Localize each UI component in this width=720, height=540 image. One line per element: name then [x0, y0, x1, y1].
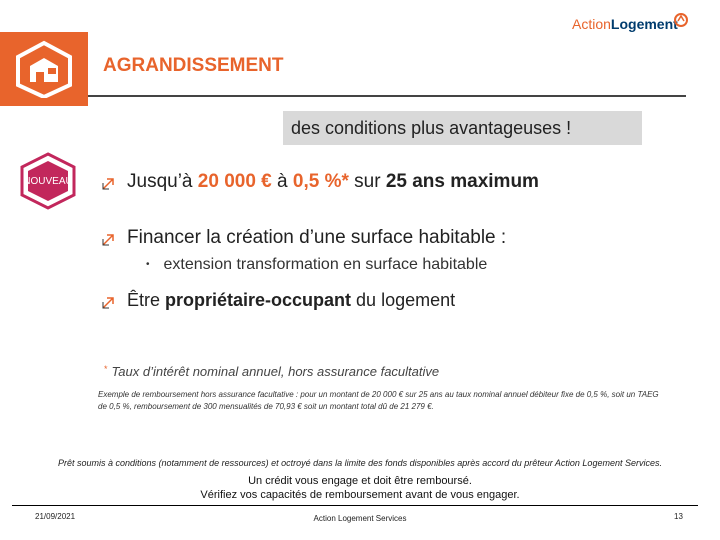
rate-footnote-text: Taux d’intérêt nominal annuel, hors assurance facultative: [111, 364, 440, 379]
page-number: 13: [674, 512, 683, 521]
legal-notice: Prêt soumis à conditions (notamment de ressources) et octroyé dans la limite des fonds disponibles après accord du prêteur Action Logement Services.: [58, 458, 662, 468]
bullet-prefix: Être: [127, 290, 166, 310]
header-logo: [0, 32, 88, 106]
sub-bullet-item: [146, 256, 487, 274]
bullet-financing-text: Financer la création d’une surface habitable :: [127, 227, 507, 248]
credit-warning-line1: Un crédit vous engage et doit être remboursé.: [248, 475, 472, 487]
brand-name-part1: Action: [572, 16, 611, 32]
loan-amount: 20 000 €: [197, 171, 272, 192]
bullet-mid2: sur: [348, 171, 386, 192]
bullet-mid: à: [271, 171, 293, 192]
sub-bullet-text: extension transformation en surface habitable: [163, 256, 488, 273]
brand-mark-icon: [673, 12, 689, 33]
subtitle-banner: des conditions plus avantageuses !: [283, 111, 642, 145]
bullet-suffix: du logement: [351, 290, 456, 310]
arrow-right-icon: [101, 175, 117, 191]
footer-organization: Action Logement Services: [313, 514, 407, 523]
header-divider: [88, 95, 686, 97]
footer-divider: [12, 505, 698, 506]
rate-footnote: [104, 364, 439, 379]
credit-warning: [0, 474, 720, 502]
house-extension-icon: [12, 40, 76, 98]
footnote-star: *: [104, 364, 108, 374]
loan-duration: 25 ans maximum: [385, 171, 539, 192]
bullet-prefix: Jusqu’à: [127, 171, 198, 192]
brand-name-part2: Logement: [610, 16, 678, 32]
bullet-dot-icon: •: [146, 259, 150, 271]
owner-occupant: propriétaire-occupant: [165, 290, 352, 310]
credit-warning-line2: Vérifiez vos capacités de remboursement avant de vous engager.: [200, 489, 520, 501]
repayment-example: Exemple de remboursement hors assurance facultative : pour un montant de 20 000 € sur 25 ans au taux nominal annuel débiteur fixe de 0,5 %, soit un TAEG de 0,5 %, remboursement de 300 mensualités de 70,93 € soit un montant total dû de 21 279 €.: [98, 390, 659, 411]
page-title: AGRANDISSEMENT: [103, 55, 284, 76]
brand-logo: [572, 16, 678, 32]
arrow-right-icon: [101, 231, 117, 247]
nouveau-badge-label: NOUVEAU: [23, 176, 73, 187]
loan-rate: 0,5 %*: [292, 171, 349, 192]
arrow-right-icon: [101, 294, 117, 310]
footer-date: 21/09/2021: [35, 512, 76, 521]
